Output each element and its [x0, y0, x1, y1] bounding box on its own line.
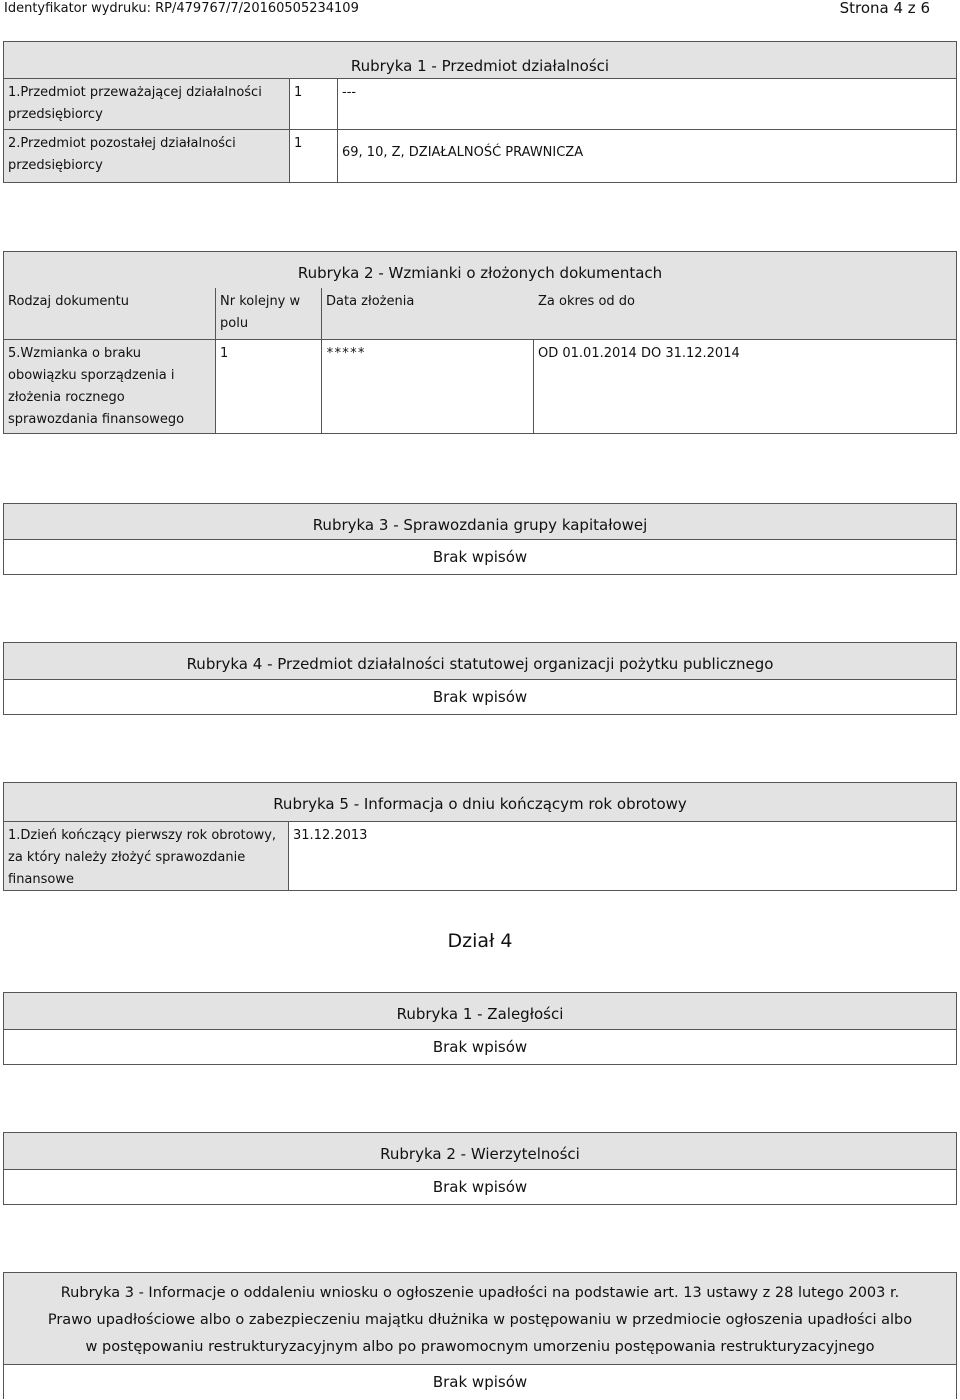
- rubryka3-title: Rubryka 3 - Sprawozdania grupy kapitałowej: [312, 516, 648, 534]
- empty-text: Brak wpisów: [432, 1373, 528, 1391]
- rubryka4-section: [3, 642, 957, 715]
- header-period: Za okres od do: [538, 294, 635, 309]
- rubryka2-header-row: [4, 288, 956, 340]
- empty-state: [4, 1029, 956, 1064]
- dzial4-rubryka2-title: Rubryka 2 - Wierzytelności: [380, 1145, 580, 1163]
- rubryka3-section: [3, 503, 957, 575]
- empty-state: [4, 1364, 956, 1399]
- empty-text: Brak wpisów: [432, 688, 528, 706]
- dzial4-rubryka3-title-line1: Rubryka 3 - Informacje o oddaleniu wniosku o ogłoszenie upadłości na podstawie art. 13 ustawy z 28 lutego 2003 r.: [60, 1285, 900, 1301]
- row-value: 31.12.2013: [289, 822, 956, 890]
- empty-state: [4, 1169, 956, 1204]
- document-date: *****: [322, 340, 534, 433]
- dzial4-rubryka1-title: Rubryka 1 - Zaległości: [396, 1005, 564, 1023]
- row-number: 1: [290, 130, 338, 182]
- row-label: 2.Przedmiot pozostałej działalności przedsiębiorcy: [4, 130, 290, 182]
- rubryka1-row: [4, 130, 956, 182]
- row-label: 1.Przedmiot przeważającej działalności przedsiębiorcy: [4, 79, 290, 129]
- row-number: 1: [290, 79, 338, 129]
- print-header: [0, 0, 960, 18]
- rubryka2-section: [3, 251, 957, 434]
- page-number: Strona 4 z 6: [839, 0, 930, 17]
- rubryka5-title: Rubryka 5 - Informacja o dniu kończącym rok obrotowy: [273, 795, 687, 813]
- rubryka1-title: Rubryka 1 - Przedmiot działalności: [350, 57, 610, 75]
- rubryka5-section: [3, 782, 957, 891]
- document-type: 5.Wzmianka o braku obowiązku sporządzenia i złożenia rocznego sprawozdania finansowego: [4, 340, 216, 433]
- row-label: 1.Dzień kończący pierwszy rok obrotowy, za który należy złożyć sprawozdanie finansowe: [4, 822, 289, 890]
- dzial4-rubryka3-section: [3, 1272, 957, 1399]
- rubryka4-title: Rubryka 4 - Przedmiot działalności statutowej organizacji pożytku publicznego: [186, 655, 774, 673]
- empty-text: Brak wpisów: [432, 1178, 528, 1196]
- rubryka2-title: Rubryka 2 - Wzmianki o złożonych dokumentach: [297, 264, 663, 282]
- empty-state: [4, 679, 956, 714]
- document-period: OD 01.01.2014 DO 31.12.2014: [534, 340, 956, 433]
- rubryka5-row: [4, 821, 956, 890]
- header-document-type: Rodzaj dokumentu: [4, 288, 216, 339]
- row-value: ---: [338, 79, 956, 129]
- dzial4-rubryka2-section: [3, 1132, 957, 1205]
- dzial4-rubryka3-title-line3: w postępowaniu restrukturyzacyjnym albo po prawomocnym umorzeniu postępowania restrukturyzacyjnego: [85, 1339, 875, 1355]
- empty-text: Brak wpisów: [432, 1038, 528, 1056]
- header-date: Data złożenia: [326, 294, 415, 309]
- rubryka2-data-row: [4, 340, 956, 433]
- document-number: 1: [216, 340, 322, 433]
- dzial4-rubryka3-title-line2: Prawo upadłościowe albo o zabezpieczeniu majątku dłużnika w postępowaniu w przedmiocie ogłoszenia upadłości albo: [47, 1312, 913, 1328]
- empty-text: Brak wpisów: [432, 548, 528, 566]
- header-number: Nr kolejny w polu: [216, 288, 322, 339]
- rubryka1-section: [3, 41, 957, 183]
- rubryka1-row: [4, 78, 956, 130]
- row-value: 69, 10, Z, DZIAŁALNOŚĆ PRAWNICZA: [338, 130, 956, 182]
- empty-state: [4, 539, 956, 574]
- print-id: Identyfikator wydruku: RP/479767/7/20160505234109: [4, 1, 359, 16]
- dzial-title: Dział 4: [447, 930, 513, 952]
- dzial4-rubryka1-section: [3, 992, 957, 1065]
